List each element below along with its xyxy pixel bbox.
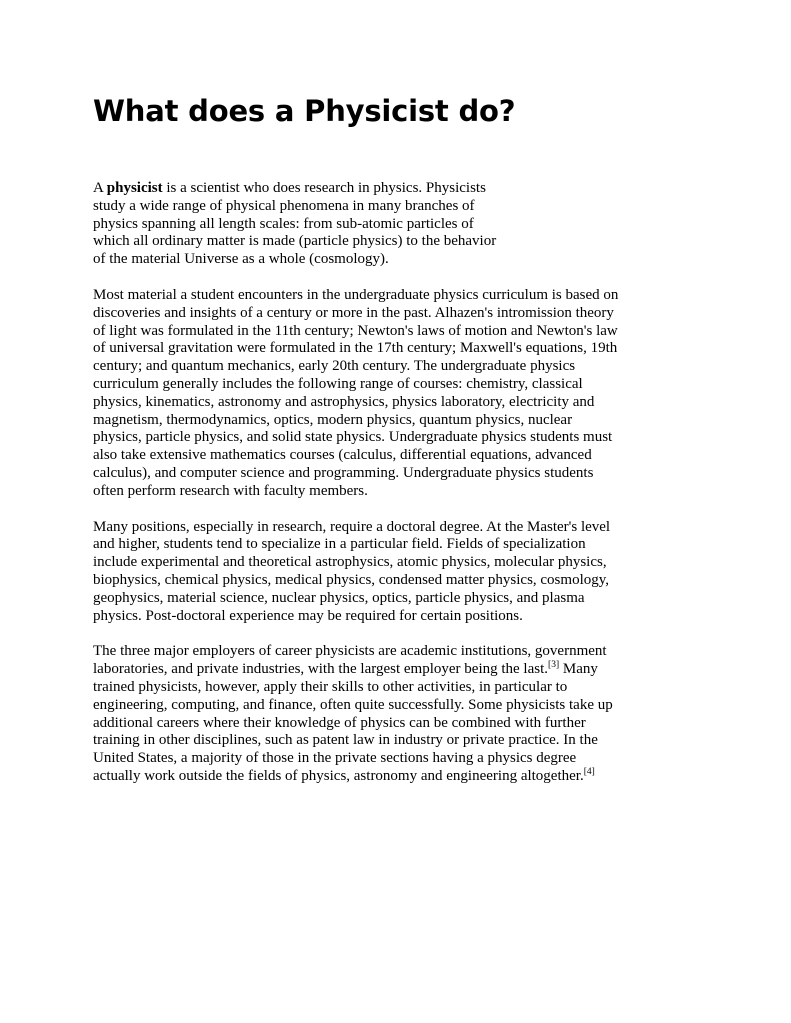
employers-text-2: Many trained physicists, however, apply their skills to other activities, in particular to engineering, computing, and finance, often quite successfully. Some physicists take up additional careers where their knowledge of physics can be combined with further training in other disciplines, such as patent law in industry or private practice. In the United States, a majority of those in the private sections having a physics degree actually work outside the fields of physics, astronomy and engineering altogether. — [93, 661, 613, 784]
intro-term: physicist — [106, 180, 163, 196]
intro-paragraph — [93, 180, 508, 269]
curriculum-paragraph: Most material a student encounters in the undergraduate physics curriculum is based on discoveries and insights of a century or more in the past. Alhazen's intromission theory of light was formulated in the 11th century; Newton's laws of motion and Newton's law of universal gravitation were formulated in the 17th century; Maxwell's equations, 19th century; and quantum mechanics, early 20th century. The undergraduate physics curriculum generally includes the following range of courses: chemistry, classical physics, kinematics, astronomy and astrophysics, physics laboratory, electricity and magnetism, thermodynamics, optics, modern physics, quantum physics, nuclear physics, particle physics, and solid state physics. Undergraduate physics students must also take extensive mathematics courses (calculus, differential equations, advanced calculus), and computer science and programming. Undergraduate physics students often perform research with faculty members. — [93, 286, 619, 499]
employers-paragraph — [93, 643, 623, 785]
employers-text-1: The three major employers of career physicists are academic institutions, government laboratories, and private industries, with the largest employer being the last. — [93, 643, 607, 678]
page-title: What does a Physicist do? — [93, 94, 516, 128]
intro-prefix: A — [93, 180, 107, 196]
document-page — [93, 88, 623, 804]
reference-link-3[interactable]: [3] — [548, 660, 560, 671]
reference-link-4[interactable]: [4] — [583, 766, 595, 777]
intro-text: is a scientist who does research in physics. Physicists study a wide range of physical phenomena in many branches of physics spanning all length scales: from sub-atomic particles of which all ordinary matter is made (particle physics) to the behavior of the material Universe as a whole (cosmology). — [93, 180, 497, 268]
specialization-paragraph: Many positions, especially in research, require a doctoral degree. At the Master's level and higher, students tend to specialize in a particular field. Fields of specialization include experimental and theoretical astrophysics, atomic physics, molecular physics, biophysics, chemical physics, medical physics, condensed matter physics, cosmology, geophysics, material science, nuclear physics, optics, particle physics, and plasma physics. Post-doctoral experience may be required for certain positions. — [93, 518, 611, 624]
